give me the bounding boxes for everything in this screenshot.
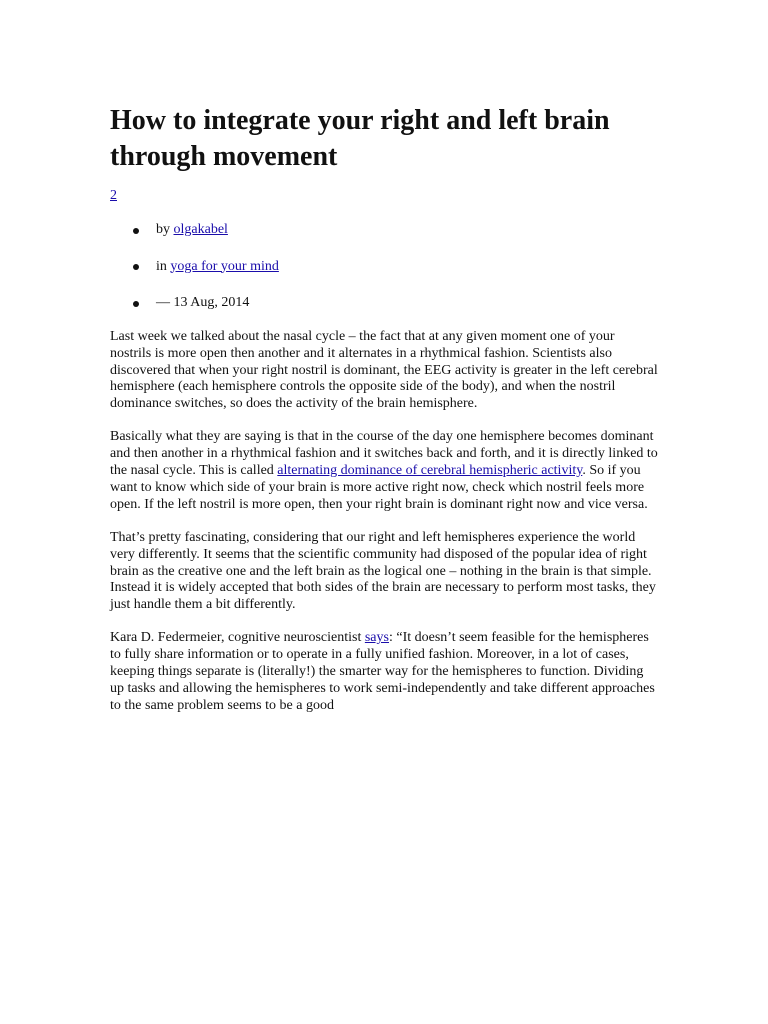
article-meta-list — [110, 221, 279, 331]
paragraph-4-text-start: Kara D. Federmeier, cognitive neuroscientist — [110, 630, 365, 646]
category-link[interactable]: yoga for your mind — [170, 258, 279, 274]
article-body — [110, 329, 658, 731]
paragraph-4 — [110, 630, 658, 714]
author-link[interactable]: olgakabel — [173, 222, 228, 237]
meta-author-item — [110, 221, 279, 239]
article-title: How to integrate your right and left brain through movement — [110, 105, 610, 172]
cerebral-dominance-link[interactable]: alternating dominance of cerebral hemispheric activity — [277, 463, 583, 479]
meta-category-item — [110, 258, 279, 276]
paragraph-2-text-start: Basically what they are saying is that in the course of the day one hemisphere becomes dominant and then another in a rhythmical fashion and it switches back and forth, and it is directly linked to the nasal cycle. This is called — [110, 429, 658, 479]
post-date: — 13 Aug, 2014 — [156, 295, 250, 310]
paragraph-1: Last week we talked about the nasal cycle – the fact that at any given moment one of your nostrils is more open then another and it alternates in a rhythmical fashion. Scientists also discovered that when your right nostril is dominant, the EEG activity is greater in the left cerebral hemisphere (each hemisphere controls the opposite side of the body), and when the nostril dominance switches, so does the activity of the brain hemisphere. — [110, 329, 658, 412]
meta-date-item — [110, 294, 279, 312]
comment-count-link[interactable]: 2 — [110, 188, 117, 203]
paragraph-2-text-end: . So if you want to know which side of your brain is more active right now, check which nostril feels more open. If the left nostril is more open, then your right brain is dominant right now and vice versa. — [110, 463, 648, 512]
author-prefix: by — [156, 222, 174, 237]
category-prefix: in — [156, 258, 171, 274]
paragraph-3: That’s pretty fascinating, considering that our right and left hemispheres experience the world very differently. It seems that the scientific community had disposed of the popular idea of right brain as the creative one and the left brain as the logical one – nothing in the brain is that simple. Instead it is widely accepted that both sides of the brain are necessary to perform most tasks, they just handle them a bit differently. — [110, 529, 656, 613]
says-link[interactable]: says — [364, 630, 389, 646]
paragraph-4-text-end: : “It doesn’t seem feasible for the hemispheres to fully share information or to operate in a fully unified fashion. Moreover, in a lot of cases, keeping things separate is (literally!) the smarter way for the hemispheres to function. Dividing up tasks and allowing the hemispheres to work semi-independently and take different approaches to the same problem seems to be a good — [110, 630, 655, 713]
paragraph-2 — [110, 429, 658, 513]
